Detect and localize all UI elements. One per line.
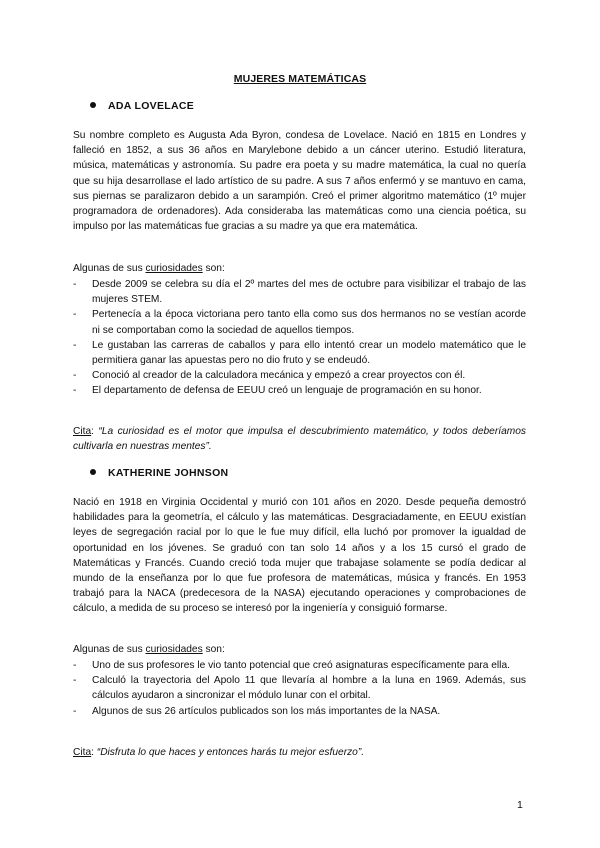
list-item-text: Algunos de sus 26 artículos publicados son los más importantes de la NASA.	[92, 705, 441, 717]
list-item	[73, 658, 526, 673]
dash-marker: -	[73, 339, 77, 351]
list-item-text: Desde 2009 se celebra su día el 2º martes del mes de octubre para visibilizar el trabajo de las mujeres STEM.	[92, 279, 526, 306]
section-heading-label: KATHERINE JOHNSON	[108, 467, 229, 479]
curiosities-list-ada	[73, 277, 526, 399]
dash-marker: -	[73, 385, 77, 397]
list-item-text: Uno de sus profesores le vio tanto potencial que creó asignaturas específicamente para ella.	[92, 660, 510, 671]
curiosities-suffix: son:	[202, 644, 225, 655]
curiosities-suffix: son:	[202, 263, 225, 274]
list-item	[73, 277, 526, 307]
list-item	[73, 673, 526, 703]
section-heading-ada	[90, 100, 194, 112]
list-item-text: Le gustaban las carreras de caballos y para ello intentó crear un modelo matemático que le permitiera ganar las apuestas pero no dio fruto y se endeudó.	[92, 339, 526, 367]
dash-marker: -	[73, 309, 77, 321]
section-heading-label: ADA LOVELACE	[108, 100, 195, 112]
list-item	[73, 368, 526, 383]
curiosities-word: curiosidades	[145, 263, 203, 274]
page-number: 1	[517, 799, 523, 811]
list-item	[73, 383, 526, 398]
list-item	[73, 704, 526, 719]
curiosities-intro-katherine	[73, 643, 225, 657]
quote-text: “Disfruta lo que haces y entonces harás tu mejor esfuerzo”.	[96, 747, 365, 758]
bullet-icon	[90, 102, 96, 108]
section-heading-katherine	[90, 467, 228, 479]
quote-label: Cita	[73, 426, 92, 437]
dash-marker: -	[73, 370, 77, 382]
quote-label: Cita	[73, 747, 92, 758]
quote-ada: Cita: “La curiosidad es el motor que impulsa el descubrimiento matemático, y todos deberíamos cultivarla en nuestras mentes”.	[73, 426, 526, 453]
curiosities-list-katherine	[73, 658, 526, 719]
list-item-text: Pertenecía a la época victoriana pero tanto ella como sus dos hermanos no se vestían acorde ni se comportaban como la sociedad de aquellos tiempos.	[92, 309, 526, 336]
dash-marker: -	[73, 279, 77, 290]
list-item-text: Conoció al creador de la calculadora mecánica y empezó a crear proyectos con él.	[92, 370, 466, 382]
list-item	[73, 338, 526, 368]
curiosities-prefix: Algunas de sus	[73, 263, 146, 274]
list-item	[73, 307, 526, 337]
list-item-text: El departamento de defensa de EEUU creó un lenguaje de programación en su honor.	[92, 385, 482, 397]
dash-marker: -	[73, 705, 77, 717]
curiosities-word: curiosidades	[145, 644, 203, 655]
dash-marker: -	[73, 675, 77, 687]
page-title: MUJERES MATEMÁTICAS	[233, 73, 367, 85]
section-paragraph-katherine: Nació en 1918 en Virginia Occidental y murió con 101 años en 2020. Desde pequeña demostró habilidades para la geometría, el cálculo y las matemáticas. Desgraciadamente, en EEUU existían leyes de segregación racial por lo que le fue muy difícil, ella luchó por promover la igualdad de oportunidad en los jóvenes. Se graduó con tan solo 14 años y a los 15 cursó el grado de Matemáticas y Francés. Cuando creció toda mujer que trabajase solamente se podía dedicar al mundo de la enseñanza por lo que fue profesora de matemáticas, música y francés. En 1953 trabajó para la NACA (predecesora de la NASA) ejecutando operaciones y comprobaciones de cálculo, a medida de su proceso se interesó por la ingeniería y consiguió formarse.	[73, 497, 526, 615]
curiosities-prefix: Algunas de sus	[73, 644, 146, 655]
section-paragraph-ada: Su nombre completo es Augusta Ada Byron, condesa de Lovelace. Nació en 1815 en Londres y falleció en 1852, a sus 36 años en Marylebone debido a un cáncer uterino. Estudió literatura, música, matemáticas y astronomía. Su padre era poeta y su madre matemática, la cual no quería que su hija desarrollase el lado artístico de su padre. A sus 7 años enfermó y se mantuvo en cama, sus piernas se paralizaron debido a un sarampión. Creó el primer algoritmo matemático (1º mujer programadora de ordenadores). Ada consideraba las matemáticas como una ciencia poética, su impulso por las matemáticas fue gracias a su madre ya que era matemática.	[73, 130, 526, 233]
dash-marker: -	[73, 660, 77, 671]
curiosities-intro-ada	[73, 262, 225, 276]
quote-katherine: Cita: “Disfruta lo que haces y entonces harás tu mejor esfuerzo”.	[73, 747, 365, 758]
bullet-icon	[90, 469, 96, 475]
quote-text: “La curiosidad es el motor que impulsa el descubrimiento matemático, y todos deberíamos cultivarla en nuestras mentes”.	[73, 426, 526, 453]
list-item-text: Calculó la trayectoria del Apolo 11 que llevaría al hombre a la luna en 1969. Además, sus cálculos ayudaron a sincronizar el módulo lunar con el orbital.	[92, 675, 526, 702]
